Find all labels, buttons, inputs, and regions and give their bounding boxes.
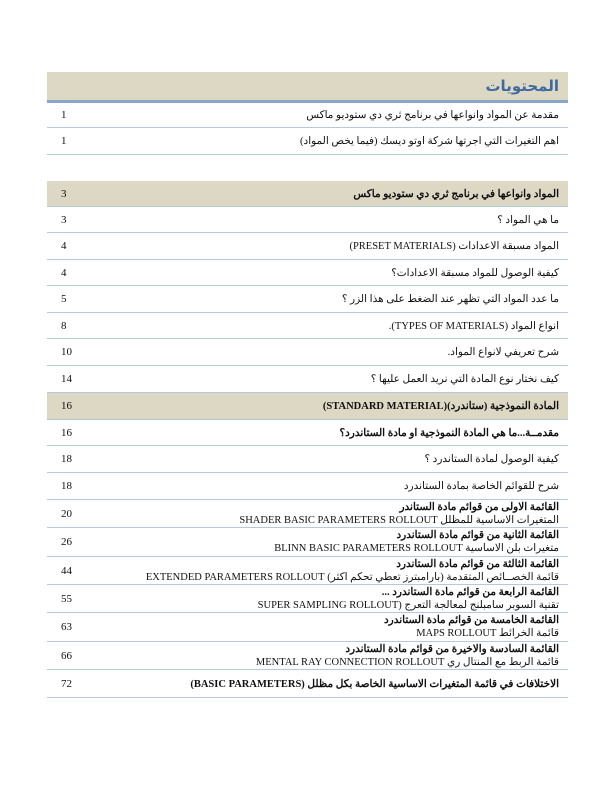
toc-rollout-entry[interactable] [47,500,568,528]
rollout-heading: القائمة السادسة والاخيرة من قوائم مادة الستاندرد [345,644,559,655]
toc-entry-page: 66 [61,649,72,662]
rollout-heading: القائمة الخامسة من قوائم مادة الستاندرد [383,615,559,626]
toc-entry-page: 5 [61,293,67,305]
rollout-heading: القائمة الثالثة من قوائم مادة الستاندرد [396,559,559,570]
rollout-subtitle: قائمة الربط مع المنتال ري MENTAL RAY CONNECTION ROLLOUT [255,657,559,668]
toc-entry-page: 55 [61,592,72,605]
toc-rollout-entry[interactable] [47,642,568,670]
toc-entry-page: 72 [61,677,72,690]
toc-rollout-entry[interactable] [47,585,568,613]
toc-entry-page: 26 [61,536,72,548]
toc-entry-page: 1 [61,109,67,121]
toc-section-header[interactable] [47,181,568,207]
toc-entry-title: شرح تعريفي لانواع المواد. [447,347,559,358]
toc-entry-page: 3 [61,213,67,226]
toc-entry[interactable] [47,313,568,339]
toc-entry-page: 3 [61,187,67,200]
rollout-heading: القائمة الاولى من قوائم مادة الستاندر [399,502,559,513]
toc-rollout-entry[interactable] [47,613,568,642]
toc-entry-page: 4 [61,240,67,252]
toc-entry-title: مقدمة عن المواد وانواعها في برنامج ثري دي ستوديو ماكس [306,110,559,121]
toc-entry-title: مقدمــة...ما هي المادة النموذجية او مادة الستاندرد؟ [339,427,559,439]
rollout-subtitle: قائمة الخرائط MAPS ROLLOUT [416,628,559,639]
toc-entry[interactable] [47,128,568,155]
toc-section-header[interactable] [47,393,568,420]
toc-entry-page: 1 [61,135,67,147]
toc-entry-page: 8 [61,319,67,332]
rollout-subtitle: متغيرات بلن الاساسية BLINN BASIC PARAMETERS ROLLOUT [274,543,559,554]
toc-entry-page: 10 [61,346,72,358]
toc-entry-page: 14 [61,373,72,385]
toc-entry[interactable] [47,446,568,473]
toc-entry-title: ما عدد المواد التي تظهر عند الضغط على هذا الزر ؟ [341,294,559,305]
toc-entry-page: 16 [61,426,72,439]
toc-entry-title [107,643,559,669]
toc-rollout-entry[interactable] [47,557,568,585]
toc-entry-page: 18 [61,480,72,492]
toc-entry-title: المادة النموذجية (ستاندرد)(STANDARD MATERIAL) [322,401,559,412]
toc-entry-page: 18 [61,453,72,465]
toc-entry-title: انواع المواد (TYPES OF MATERIALS). [388,320,559,332]
toc-entry[interactable] [47,233,568,260]
toc-entry[interactable] [47,366,568,393]
toc-entry[interactable] [47,103,568,128]
toc-entry[interactable] [47,473,568,500]
toc-entry-page: 44 [61,564,72,577]
toc-entry-title: المواد وانواعها في برنامج ثري دي ستوديو ماكس [353,188,559,200]
toc-entry-title: ما هي المواد ؟ [497,214,559,226]
toc-entry-title: اهم التغيرات التي اجرتها شركة اوتو ديسك (فيما يخص المواد) [300,136,559,147]
toc-rollout-entry[interactable] [47,528,568,557]
toc-entry-title: الاختلافات في قائمة المتغيرات الاساسية الخاصة بكل مظلل (BASIC PARAMETERS) [190,678,559,690]
toc-entry-title: شرح للقوائم الخاصة بمادة الستاندرد [403,481,559,492]
toc-entry-title [107,614,559,640]
toc-heading: المحتويات [485,77,559,95]
rollout-subtitle: تقنية السوبر سامبلنج لمعالجة التعرج (SUPER SAMPLING ROLLOUT [257,600,559,611]
toc-entry-title: كيفية الوصول للمواد مسبقة الاعدادات؟ [391,267,559,279]
toc-entry-page: 63 [61,621,72,633]
toc-entry-title: كيفية الوصول لمادة الستاندرد ؟ [424,454,559,465]
toc-entry-page: 16 [61,400,72,412]
toc-entry-title [107,558,559,584]
toc-heading-row [47,72,568,103]
toc-entry[interactable] [47,670,568,698]
toc-entry-title [107,586,559,612]
toc-entry-title: المواد مسبقة الاعدادات (PRESET MATERIALS) [349,241,559,252]
toc-entry-title [107,501,559,527]
toc-entry-title [107,529,559,555]
toc-entry-title: كيف نختار نوع المادة التي نريد العمل عليها ؟ [370,374,559,385]
toc-entry[interactable] [47,207,568,233]
toc-entry-page: 20 [61,507,72,520]
toc-entry[interactable] [47,420,568,446]
toc-entry[interactable] [47,339,568,366]
rollout-subtitle: قائمة الخصــائص المتقدمة (بارامبترز تعطي تحكم اكثر) EXTENDED PARAMETERS ROLLOUT [145,572,559,583]
toc-entry-page: 4 [61,266,67,279]
rollout-heading: القائمة الثانية من قوائم مادة الستاندرد [396,530,559,541]
rollout-subtitle: المتغيرات الاساسية للمظلل SHADER BASIC PARAMETERS ROLLOUT [239,515,559,526]
toc-entry[interactable] [47,286,568,313]
rollout-heading: القائمة الرابعة من قوائم مادة الستاندرد ... [381,587,559,598]
toc-entry[interactable] [47,260,568,286]
